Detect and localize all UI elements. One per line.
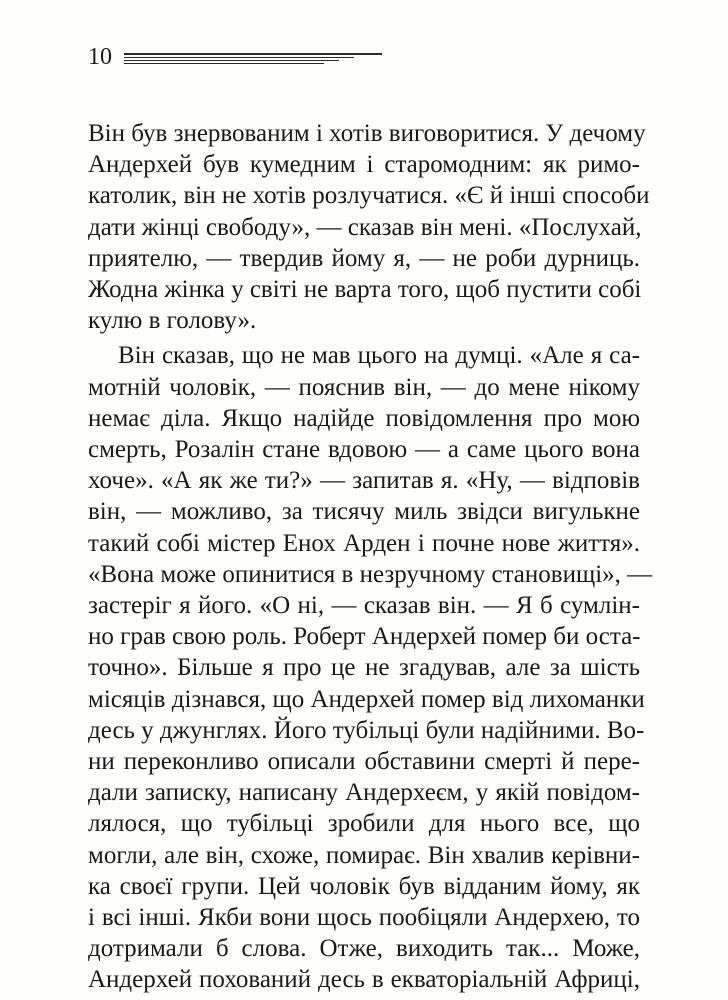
paragraph-2 — [88, 340, 653, 995]
decorative-header-rule — [124, 52, 382, 66]
text-line: хоче». «А як же ти?» — запитав я. «Ну, — відповів — [88, 467, 640, 495]
text-line: Жодна жінка у світі не варта того, щоб пустити собі — [88, 276, 642, 304]
text-line: немає діла. Якщо надійде повідомлення про мою — [88, 404, 640, 432]
text-line: приятелю, — твердив йому я, — не роби дурниць. — [88, 244, 640, 272]
text-line: Андерхей був кумедним і старомодним: як римо- — [88, 151, 640, 179]
text-line: мотній чоловік, — пояснив він, — до мене нікому — [88, 373, 640, 401]
page-number: 10 — [88, 44, 112, 70]
text-line: дали записку, написану Андерхеєм, у якій повідом- — [88, 779, 640, 807]
paragraph-1 — [88, 118, 650, 336]
header-rule-line — [124, 60, 339, 61]
body-text — [88, 118, 653, 996]
text-line: лялося, що тубільці зробили для нього все, що — [88, 810, 640, 838]
text-line: могли, але він, схоже, помирає. Він хвалив керівни- — [88, 841, 640, 869]
running-header — [88, 42, 388, 72]
text-line: кулю в голову». — [88, 307, 257, 335]
text-line: Він сказав, що не мав цього на думці. «Але я са- — [118, 342, 640, 370]
header-rule-line — [124, 57, 354, 58]
text-line: такий собі містер Енох Арден і почне нове життя». — [88, 529, 640, 557]
text-line: Він був знервованим і хотів виговоритися. У дечому — [88, 120, 646, 147]
header-rule-line — [124, 63, 324, 64]
text-line: і всі інші. Якби вони щось пообіцяли Андерхею, то — [88, 904, 640, 932]
text-line: застеріг я його. «О ні, — сказав він. — Я б сумлін- — [88, 592, 640, 620]
header-rule-line — [124, 53, 382, 55]
text-line: місяців дізнався, що Андерхей помер від лихоманки — [88, 685, 645, 713]
text-line: ни переконливо описали обставини смерті й пере- — [88, 748, 640, 776]
text-line: ка своєї групи. Цей чоловік був відданим йому, як — [88, 872, 640, 900]
text-line: дати жінці свободу», — сказав він мені. «Послухай, — [88, 213, 642, 241]
text-line: десь у джунглях. Його тубільці були надійними. Во- — [88, 716, 645, 744]
text-line: смерть, Розалін стане вдовою — а саме цього вона — [88, 436, 640, 464]
text-line: католик, він не хотів розлучатися. «Є й інші способи — [88, 182, 650, 210]
text-line: він, — можливо, за тисячу миль звідси вигулькне — [88, 498, 640, 526]
text-line: «Вона може опинитися в незручному становищі», — — [88, 560, 653, 588]
text-line: дотримали б слова. Отже, виходить так... Може, — [88, 935, 640, 963]
text-line: Андерхей похований десь в екваторіальній Африці, — [88, 966, 640, 994]
text-line: но грав свою роль. Роберт Андерхей помер би оста- — [88, 623, 641, 651]
text-line: точно». Більше я про це не згадував, але за шість — [88, 654, 640, 682]
